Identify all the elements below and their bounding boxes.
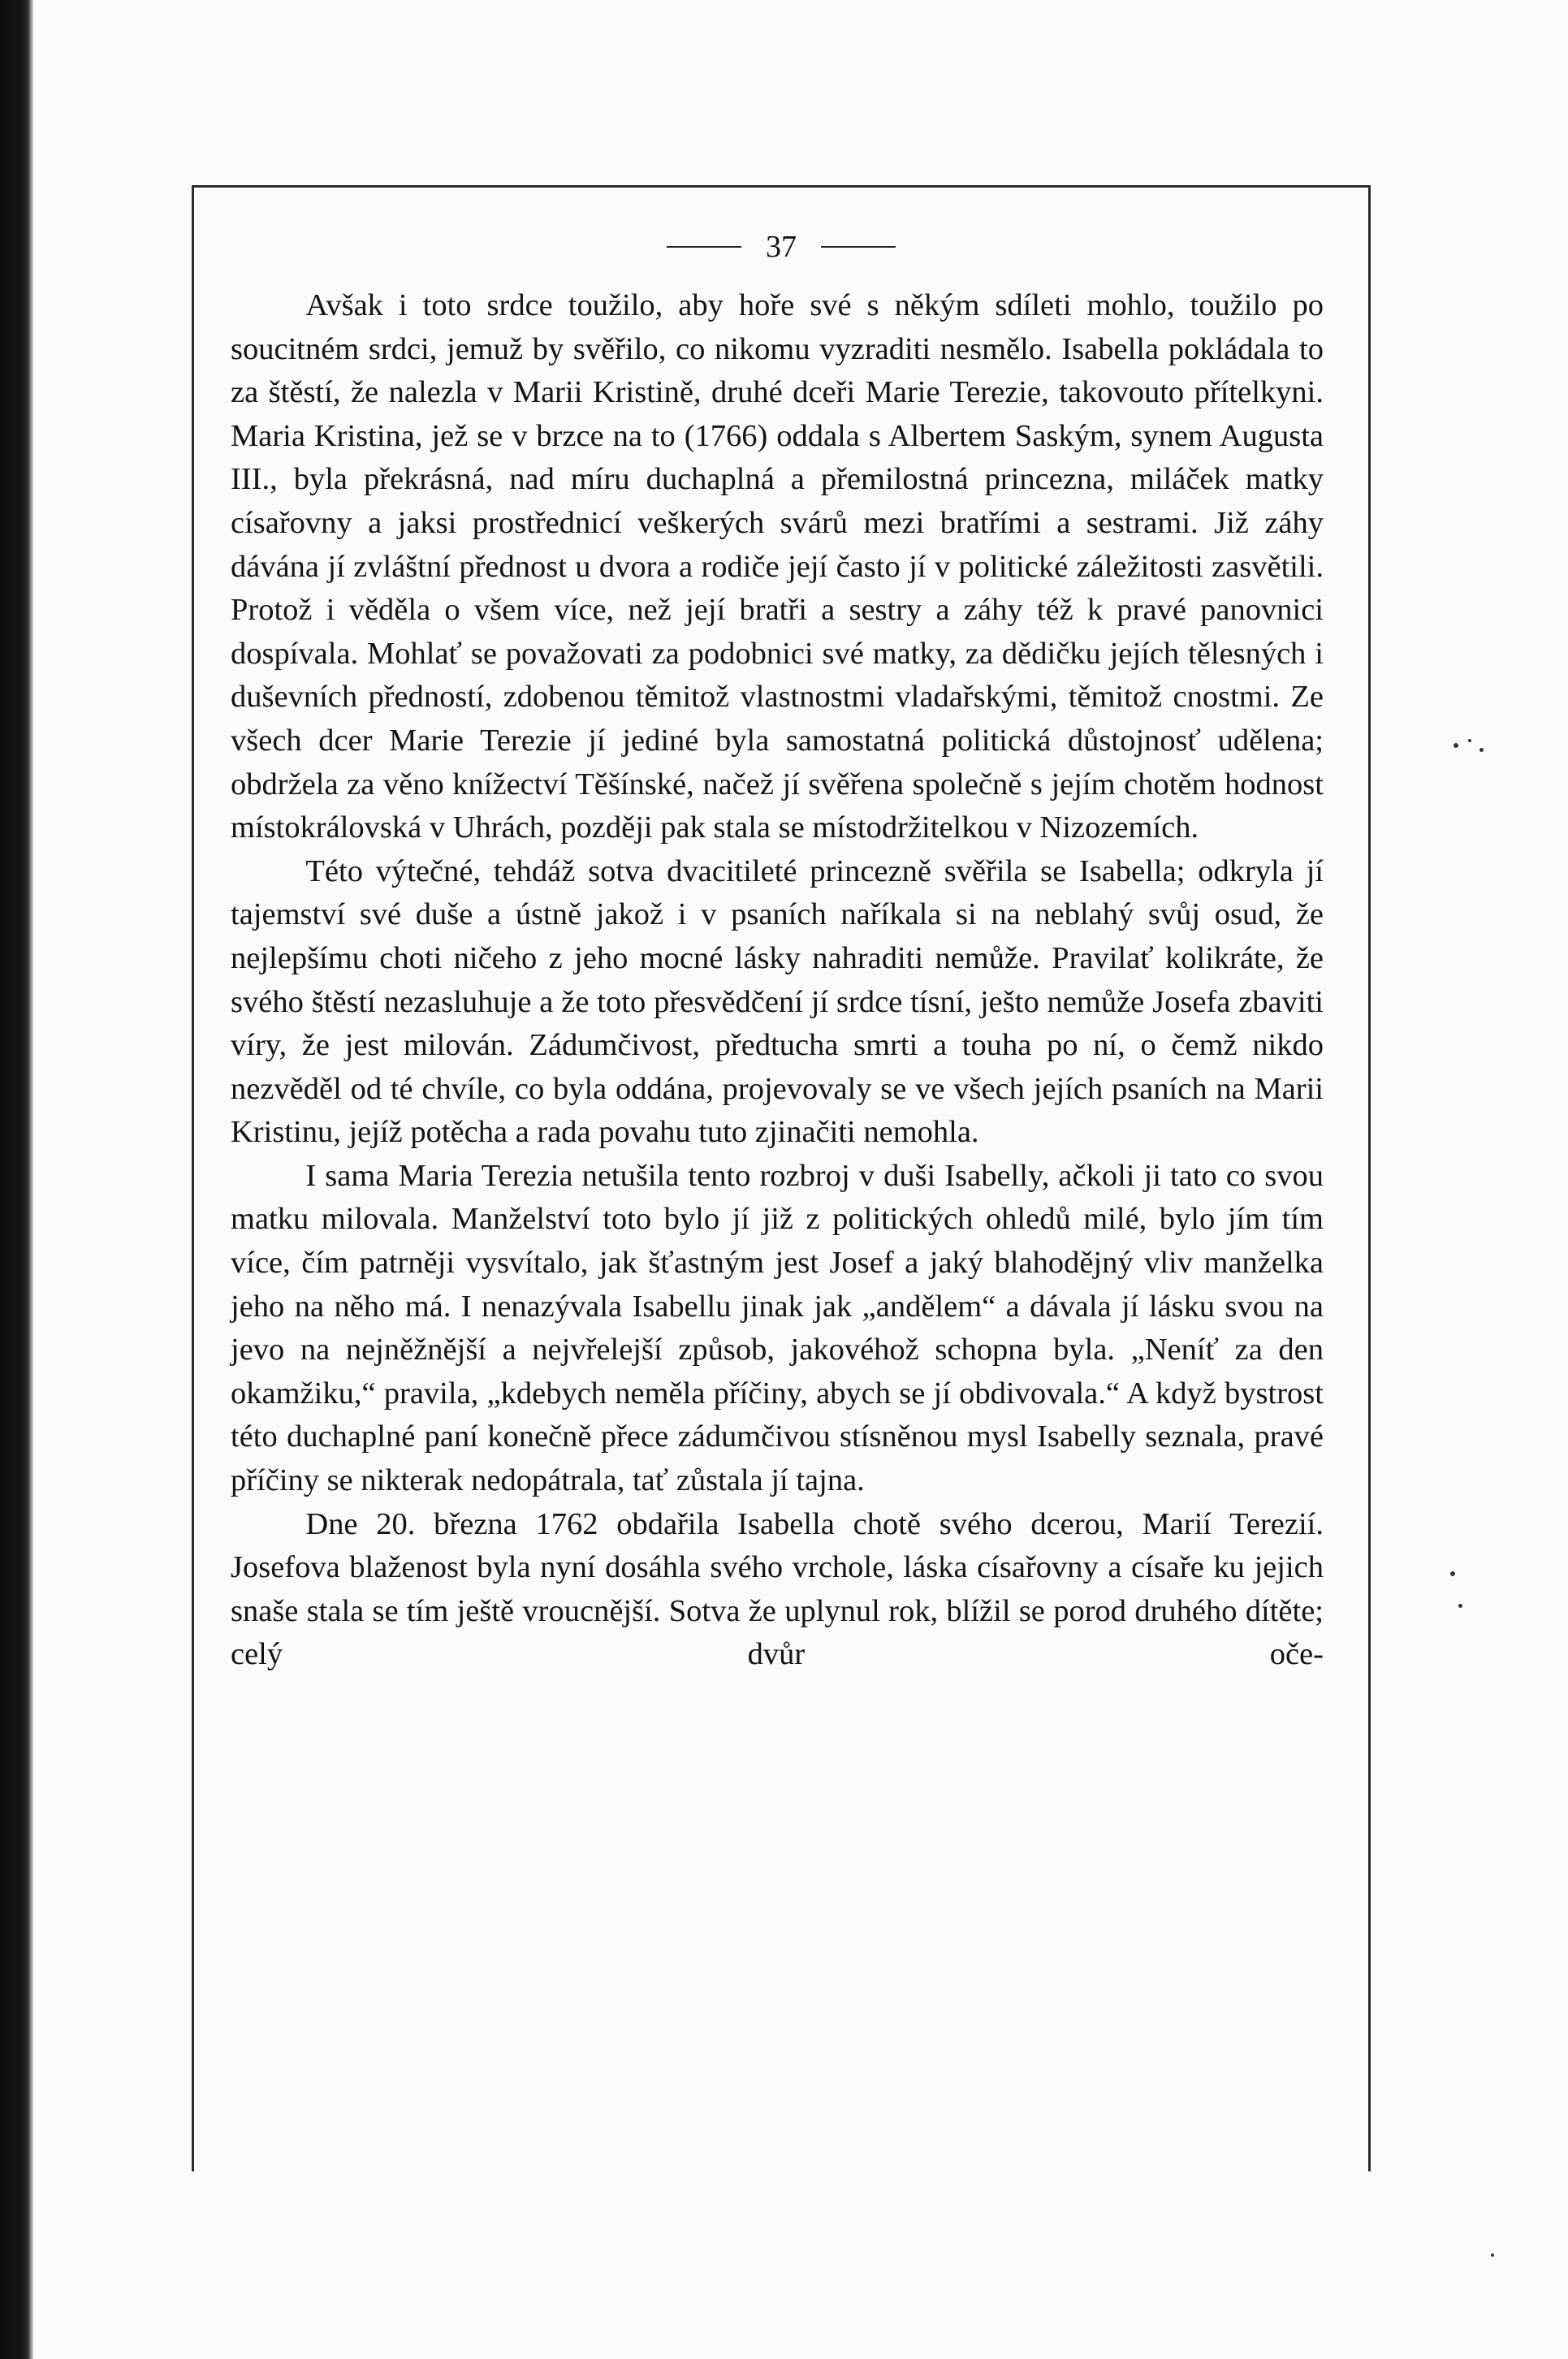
paragraph-3: I sama Maria Terezia netušila tento rozbroj v duši Isabelly, ačkoli ji tato co svou matku milovala. Manželství toto bylo jí již z politických ohledů milé, bylo jím tím více, čím patrněji vysvítalo, jak šťastným jest Josef a jaký blahodějný vliv manželka jeho na něho má. I nenazývala Isabellu jinak jak „andělem“ a dávala jí lásku svou na jevo na nejněžnější a nejvřelejší způsob, jakovéhož schopna byla. „Neníť za den okamžiku,“ pravila, „kdebych neměla příčiny, abych se jí obdivovala.“ A když bystrost této duchaplné paní konečně přece zádumčivou stísněnou mysl Isabelly seznala, pravé příčiny se nikterak nedopátrala, tať zůstala jí tajna. [231, 1158, 1324, 1498]
margin-speck [1450, 1571, 1455, 1576]
paragraph-2: Této výtečné, tehdáž sotva dvacitileté princezně svěřila se Isabella; odkryla jí tajemství své duše a ústně jakož i v psaních naříkala si na neblahý svůj osud, že nejlepšímu choti ničeho z jeho mocné lásky nahraditi nemůže. Pravilať kolikráte, že svého štěstí nezasluhuje a že toto přesvědčení jí srdce tísní, ješto nemůže Josefa zbaviti víry, že jest milován. Zádumčivost, předtucha smrti a touha po ní, o čemž nikdo nezvěděl od té chvíle, co byla oddána, projevovaly se ve všech jejích psaních na Marii Kristinu, jejíž potěcha a rada povahu tuto zjinačiti nemohla. [231, 853, 1324, 1150]
margin-speck [1479, 748, 1484, 752]
margin-speck [1491, 2253, 1494, 2257]
header-rule-left [667, 246, 741, 248]
page-header [192, 224, 1371, 270]
paragraph-1: Avšak i toto srdce toužilo, aby hoře své s někým sdíleti mohlo, toužilo po soucitném srdci, jemuž by svěřilo, co nikomu vyzraditi nesmělo. Isabella pokládala to za štěstí, že nalezla v Marii Kristině, druhé dceři Marie Terezie, takovouto přítelkyni. Maria Kristina, jež se v brzce na to (1766) oddala s Albertem Saským, synem Augusta III., byla překrásná, nad míru duchaplná a přemilostná princezna, miláček matky císařovny a jaksi prostřednicí veškerých svárů mezi bratřími a sestrami. Již záhy dávána jí zvláštní přednost u dvora a rodiče její často jí v politické záležitosti zasvětili. Protož i věděla o všem více, než její bratři a sestry a záhy též k pravé panovnici dospívala. Mohlať se považovati za podobnici své matky, za dědičku jejích tělesných i duševních předností, zdobenou těmitož vlastnostmi vladařskými, těmitož cnostmi. Ze všech dcer Marie Terezie jí jediné byla samostatná politická důstojnosť udělena; obdržela za věno knížectví Těšínské, načež jí svěřena společně s jejím chotěm hodnost místokrálovská v Uhrách, později pak stala se místodržitelkou v Nizozemích. [231, 288, 1324, 845]
margin-speck [1468, 739, 1471, 742]
body-text [231, 284, 1324, 1677]
margin-speck [1454, 743, 1458, 748]
book-binding-edge [0, 0, 34, 2359]
paragraph-4: Dne 20. března 1762 obdařila Isabella chotě svého dcerou, Marií Terezií. Josefova blaženost byla nyní dosáhla svého vrchole, láska císařovny a císaře ku jejich snaše stala se tím ještě vroucnější. Sotva že uplynul rok, blížil se porod druhého dítěte; celý dvůr oče- [231, 1506, 1324, 1672]
margin-speck [1458, 1604, 1462, 1608]
header-rule-right [821, 246, 896, 248]
page-number: 37 [766, 230, 797, 264]
